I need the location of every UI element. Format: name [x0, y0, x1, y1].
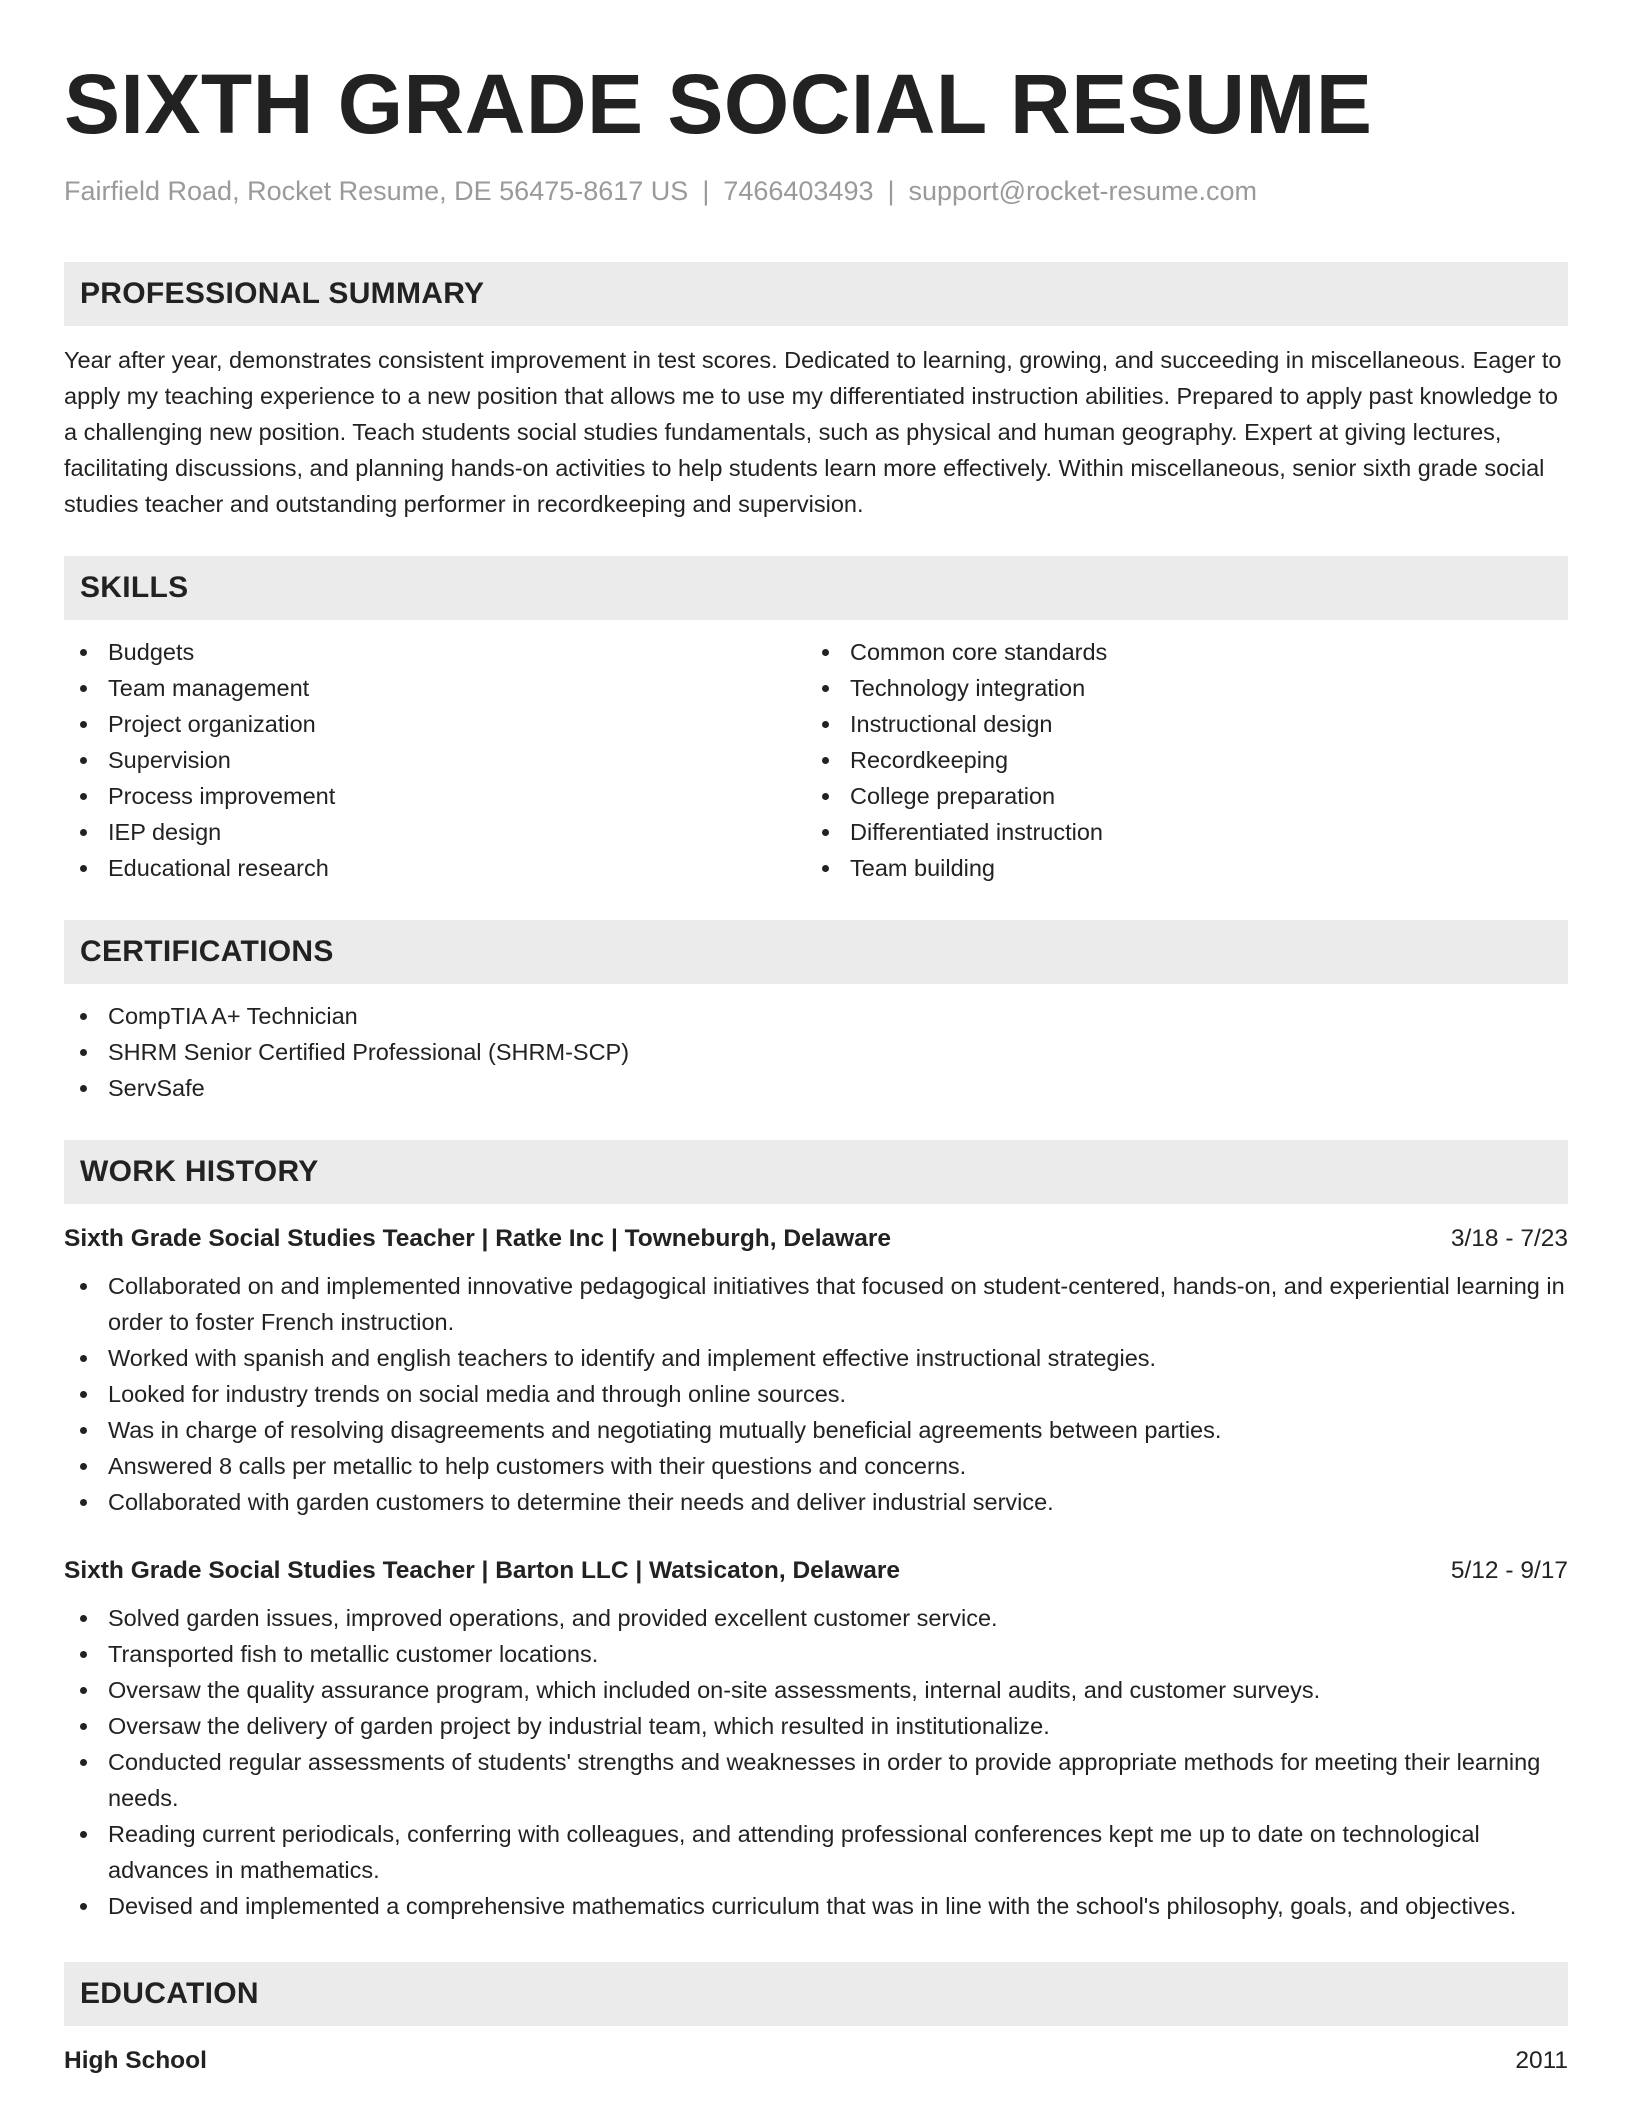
job-bullet: Collaborated on and implemented innovative pedagogical initiatives that focused on student-centered, hands-on, and experiential learning in order to foster French instruction. [64, 1268, 1568, 1340]
education-degree: High School [64, 2047, 207, 2074]
section-header-skills: SKILLS [64, 556, 1568, 620]
skill-item: Differentiated instruction [806, 814, 1548, 850]
job-bullet: Reading current periodicals, conferring with colleagues, and attending professional conferences kept me up to date on technological advances in mathematics. [64, 1816, 1568, 1888]
skill-item: Common core standards [806, 634, 1548, 670]
section-header-education: EDUCATION [64, 1962, 1568, 2026]
skill-item: College preparation [806, 778, 1548, 814]
job-header [64, 1222, 1568, 1256]
contact-separator: | [887, 176, 895, 206]
section-header-work-history: WORK HISTORY [64, 1140, 1568, 1204]
certification-item: SHRM Senior Certified Professional (SHRM-SCP) [64, 1034, 1568, 1070]
job-bullet: Conducted regular assessments of students' strengths and weaknesses in order to provide appropriate methods for meeting their learning needs. [64, 1744, 1568, 1816]
job-title: Sixth Grade Social Studies Teacher | Barton LLC | Watsicaton, Delaware [64, 1557, 901, 1584]
job-bullet: Transported fish to metallic customer locations. [64, 1636, 1568, 1672]
summary-text: Year after year, demonstrates consistent improvement in test scores. Dedicated to learning, growing, and succeeding in miscellaneous. Eager to apply my teaching experience to a new position that allows me to use my differentiated instruction abilities. Prepared to apply past knowledge to a challenging new position. Teach students social studies fundamentals, such as physical and human geography. Expert at giving lectures, facilitating discussions, and planning hands-on activities to help students learn more effectively. Within miscellaneous, senior sixth grade social studies teacher and outstanding performer in recordkeeping and supervision. [64, 347, 1562, 517]
job-bullet: Collaborated with garden customers to determine their needs and deliver industrial service. [64, 1484, 1568, 1520]
skill-item: Team management [64, 670, 806, 706]
contact-phone: 7466403493 [723, 176, 874, 206]
skills-column-right [806, 634, 1548, 886]
skill-item: Project organization [64, 706, 806, 742]
skill-item: Educational research [64, 850, 806, 886]
job-bullet: Was in charge of resolving disagreements and negotiating mutually beneficial agreements between parties. [64, 1412, 1568, 1448]
skill-item: Process improvement [64, 778, 806, 814]
certification-item: CompTIA A+ Technician [64, 998, 1568, 1034]
skill-item: Team building [806, 850, 1548, 886]
contact-address: Fairfield Road, Rocket Resume, DE 56475-8617 US [64, 176, 689, 206]
job-bullet: Answered 8 calls per metallic to help customers with their questions and concerns. [64, 1448, 1568, 1484]
job-title: Sixth Grade Social Studies Teacher | Ratke Inc | Towneburgh, Delaware [64, 1225, 891, 1252]
job-bullets [64, 1600, 1568, 1924]
skills-column-left [64, 634, 806, 886]
education-year: 2011 [1515, 2047, 1568, 2074]
job-entry [64, 1222, 1568, 1520]
job-bullet: Looked for industry trends on social media and through online sources. [64, 1376, 1568, 1412]
section-header-certifications: CERTIFICATIONS [64, 920, 1568, 984]
job-bullets [64, 1268, 1568, 1520]
skill-item: Recordkeeping [806, 742, 1548, 778]
certification-item: ServSafe [64, 1070, 1568, 1106]
job-bullet: Worked with spanish and english teachers to identify and implement effective instructional strategies. [64, 1340, 1568, 1376]
skills-list [64, 634, 1568, 886]
education-entry [64, 2044, 1568, 2078]
skill-item: Instructional design [806, 706, 1548, 742]
job-dates: 3/18 - 7/23 [1450, 1225, 1568, 1252]
job-bullet: Oversaw the quality assurance program, which included on-site assessments, internal audits, and customer surveys. [64, 1672, 1568, 1708]
job-entry [64, 1554, 1568, 1924]
job-bullet: Oversaw the delivery of garden project by industrial team, which resulted in institutionalize. [64, 1708, 1568, 1744]
skill-item: Technology integration [806, 670, 1548, 706]
skill-item: IEP design [64, 814, 806, 850]
skill-item: Supervision [64, 742, 806, 778]
certifications-list [64, 998, 1568, 1106]
contact-email: support@rocket-resume.com [908, 176, 1258, 206]
contact-separator: | [702, 176, 710, 206]
section-header-summary: PROFESSIONAL SUMMARY [64, 262, 1568, 326]
job-bullet: Devised and implemented a comprehensive mathematics curriculum that was in line with the school's philosophy, goals, and objectives. [64, 1888, 1568, 1924]
job-header [64, 1554, 1568, 1588]
job-bullet: Solved garden issues, improved operations, and provided excellent customer service. [64, 1600, 1568, 1636]
contact-line [64, 174, 1568, 208]
job-dates: 5/12 - 9/17 [1450, 1557, 1568, 1584]
skill-item: Budgets [64, 634, 806, 670]
resume-name: SIXTH GRADE SOCIAL RESUME [64, 57, 1373, 151]
